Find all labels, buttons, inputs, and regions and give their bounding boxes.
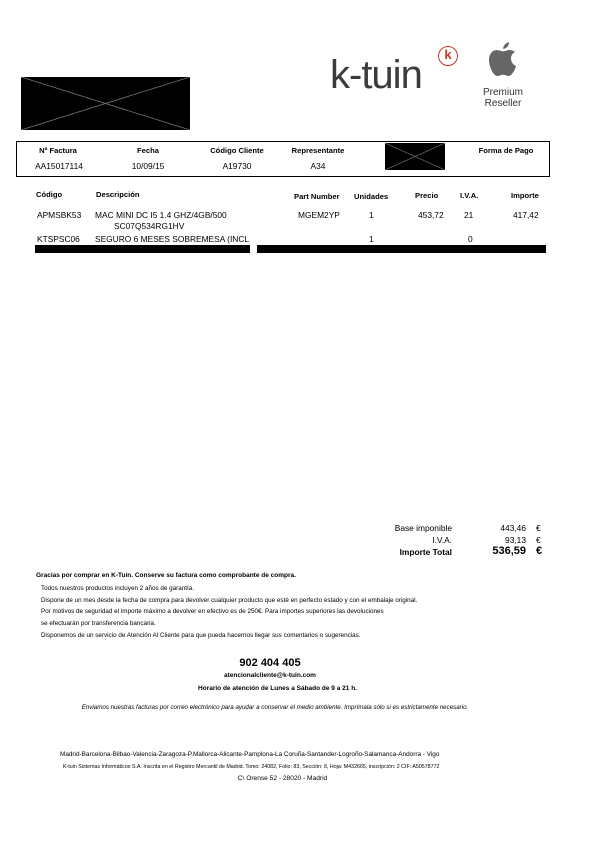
redacted-field [385, 143, 445, 170]
redacted-line-right [257, 245, 546, 253]
vat-label: I.V.A. [432, 535, 452, 545]
vat-currency: € [536, 535, 541, 545]
row1-amount: 417,42 [513, 210, 539, 220]
note-line-4: se efectuarán por transferencia bancaria. [41, 620, 156, 627]
total-label: Importe Total [399, 547, 452, 557]
apple-reseller-badge [478, 40, 528, 109]
footer-address: C\ Orense 52 - 28020 - Madrid [237, 775, 328, 782]
footer-registry: K-tuin Sistemas Informáticos S.A. Inscrita en el Registro Mercantil de Madrid. Tomo: 24082, Folio: 83, Sección: 8, Hoja: M432665, inscripción: 2 CIF: A50578772 [63, 764, 440, 770]
premium-label: Premium [482, 87, 523, 98]
total-currency: € [536, 545, 543, 557]
col-code: Código [36, 190, 63, 199]
thanks-note: Gracias por comprar en K-Tuin. Conserve su factura como comprobante de compra. [36, 572, 296, 579]
note-line-3: Por motivos de seguridad el importe máximo a devolver en efectivo es de 250€. Para importes superiores las devoluciones [41, 608, 384, 615]
base-label: Base imponible [394, 523, 452, 533]
row1-part-number: MGEM2YP [298, 210, 340, 220]
note-line-5: Disponemos de un servicio de Atención Al Cliente para que pueda hacernos llegar sus comentarios o sugerencias. [41, 632, 361, 639]
col-part-number: Part Number [294, 192, 340, 201]
col-amount: Importe [511, 191, 539, 200]
vat-value: 93,13 [505, 535, 526, 545]
apple-icon [478, 40, 528, 87]
row2-vat: 0 [468, 234, 473, 244]
invoice-no-value: AA15017114 [35, 161, 83, 171]
base-currency: € [536, 523, 541, 533]
ktuin-logo-k-icon: k [438, 46, 458, 66]
payment-method-label: Forma de Pago [478, 146, 534, 155]
date-value: 10/09/15 [131, 161, 165, 171]
support-phone: 902 404 405 [239, 657, 301, 669]
row2-code: KTSPSC06 [37, 234, 80, 244]
row1-serial: SC07Q534RG1HV [114, 221, 185, 231]
client-code-label: Código Cliente [210, 146, 264, 155]
row2-description: SEGURO 6 MESES SOBREMESA (INCL [95, 234, 250, 244]
total-value: 536,59 [492, 545, 526, 557]
note-line-2: Dispone de un mes desde la fecha de compra para devolver cualquier producto que esté en perfecto estado y con el embalaje original. [41, 597, 418, 604]
col-price: Precio [415, 191, 439, 200]
redacted-line-left [35, 245, 250, 253]
representative-label: Representante [291, 146, 345, 155]
invoice-no-label: Nº Factura [39, 146, 77, 155]
col-vat: I.V.A. [460, 191, 479, 200]
row1-vat: 21 [464, 210, 474, 220]
note-line-1: Todos nuestros productos incluyen 2 años de garantía. [41, 585, 194, 592]
row1-units: 1 [369, 210, 374, 220]
ktuin-logo: k-tuin [330, 53, 422, 97]
reseller-label: Reseller [484, 98, 522, 109]
eco-note: Enviamos nuestras facturas por correo electrónico para ayudar a conservar el medio ambiente. Imprímala sólo si es estrictamente necesario. [81, 704, 469, 711]
row1-description: MAC MINI DC I5 1.4 GHZ/4GB/500 [95, 210, 227, 220]
row1-price: 453,72 [418, 210, 444, 220]
col-description: Descripción [96, 190, 140, 199]
row1-code: APMSBK53 [37, 210, 82, 220]
client-code-value: A19730 [222, 161, 252, 171]
support-email: atencionalcliente@k-tuin.com [224, 672, 316, 679]
date-label: Fecha [137, 146, 159, 155]
redacted-company-block [21, 77, 190, 130]
base-value: 443,46 [500, 523, 526, 533]
footer-cities: Madrid-Barcelona-Bilbao-Valencia-Zaragoza-P.Mallorca-Alicante-Pamplona-La Coruña-Santander-Logroño-Salamanca-Andorra - Vigo [60, 751, 440, 758]
support-hours: Horario de atención de Lunes a Sábado de 9 a 21 h. [198, 685, 357, 692]
row2-units: 1 [369, 234, 374, 244]
col-units: Unidades [354, 192, 389, 201]
representative-value: A34 [310, 161, 326, 171]
